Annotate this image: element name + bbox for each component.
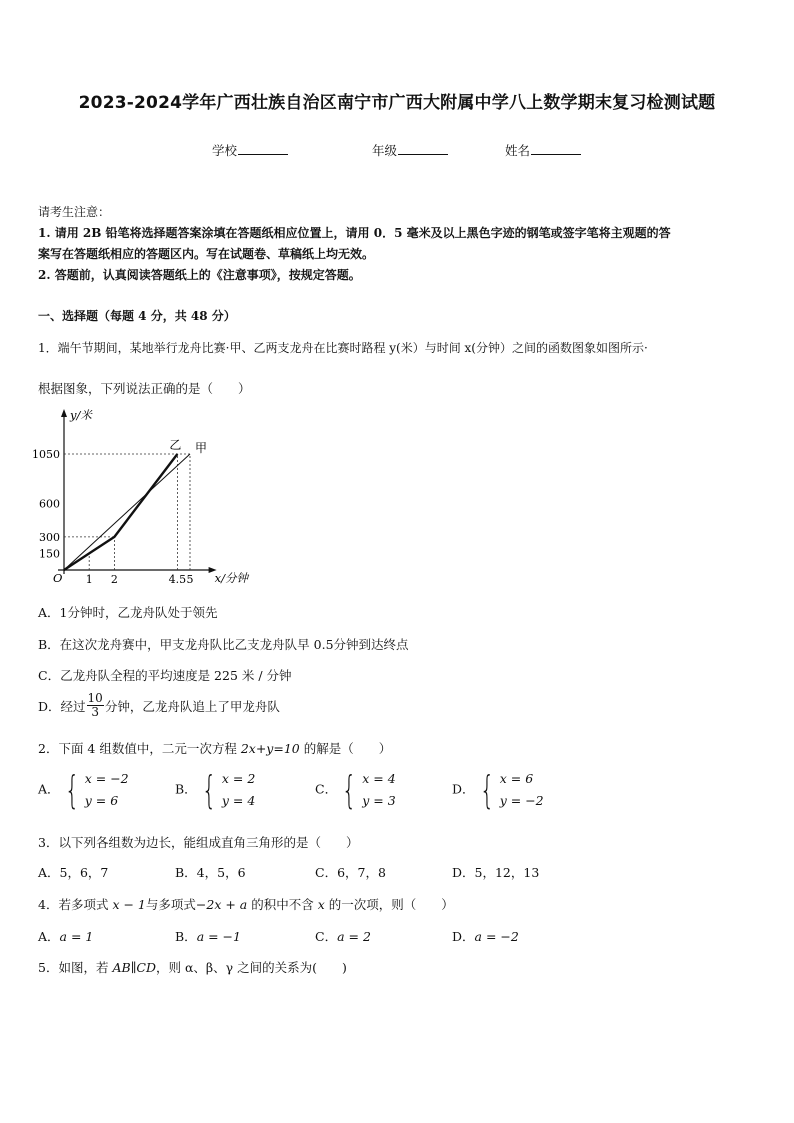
notice-line-2: 2. 答题前，认真阅读答题纸上的《注意事项》，按规定答题。: [38, 268, 361, 282]
x-axis-label: x/分钟: [214, 571, 248, 585]
q1-option-b[interactable]: B．在这次龙舟赛中，甲支龙舟队比乙支龙舟队早 0.5分钟到达终点: [38, 637, 409, 652]
q4-option-b[interactable]: B．a = −1: [175, 929, 241, 944]
page-title: 2023-2024学年广西壮族自治区南宁市广西大附属中学八上数学期末复习检测试题: [78, 93, 716, 113]
y-tick-label: 1050: [32, 447, 60, 461]
y-axis-label: y/米: [70, 408, 92, 422]
q2-option-a[interactable]: A． { x = −2 y = 6: [38, 768, 129, 812]
q1-option-c[interactable]: C．乙龙舟队全程的平均速度是 225 米 / 分钟: [38, 668, 292, 683]
q4-stem: 4．若多项式 x − 1与多项式−2x + a 的积中不含 x 的一次项，则（ ）: [38, 897, 454, 912]
x-tick-label: 4.5: [168, 573, 187, 586]
y-tick-label: 600: [39, 497, 60, 511]
school-field: 学校: [212, 141, 288, 159]
name-field: 姓名: [505, 141, 581, 159]
x-tick-label: 5: [186, 573, 194, 586]
q1-option-d[interactable]: D．经过 $\frac{10}{3}$ 分钟，乙龙舟队追上了甲龙舟队: [38, 691, 280, 719]
q3-option-c[interactable]: C．6，7，8: [315, 865, 386, 880]
name-blank[interactable]: [531, 142, 581, 155]
series-line-jia: [64, 454, 190, 570]
q4-option-a[interactable]: A．a = 1: [38, 929, 94, 944]
q2-option-b[interactable]: B． { x = 2 y = 4: [175, 768, 256, 812]
series-label-yi: 乙: [169, 437, 182, 452]
q4-option-d[interactable]: D．a = −2: [452, 929, 519, 944]
q1-option-d-fraction: $\frac{10}{3}$: [87, 691, 103, 719]
notice-line-1a: 1. 请用 2B 铅笔将选择题答案涂填在答题纸相应位置上，请用 0．5 毫米及以上黑色字迹的钢笔或签字笔将主观题的答: [38, 226, 671, 240]
section-heading: 一、选择题（每题 4 分，共 48 分）: [38, 309, 236, 323]
q1-stem-a: 1．端午节期间，某地举行龙舟比赛·甲、乙两支龙舟在比赛时路程 y(米）与时间 x(分钟）之间的函数图象如图所示·: [38, 341, 648, 355]
q2-stem: 2．下面 4 组数值中，二元一次方程 2x+y=10 的解是（ ）: [38, 741, 392, 756]
y-axis-arrow: [61, 409, 67, 417]
y-tick-label: 300: [39, 530, 60, 544]
series-line-yi: [64, 454, 177, 570]
series-label-jia: 甲: [195, 440, 208, 455]
q1-stem-b: 根据图象，下列说法正确的是（ ）: [38, 381, 251, 396]
q3-option-a[interactable]: A．5，6，7: [38, 865, 109, 880]
q1-option-a[interactable]: A．1分钟时，乙龙舟队处于领先: [38, 605, 218, 620]
origin-label: O: [53, 571, 63, 585]
notice-line-1b: 案写在答题纸相应的答题区内。写在试题卷、草稿纸上均无效。: [38, 247, 375, 261]
q4-option-c[interactable]: C．a = 2: [315, 929, 371, 944]
q3-stem: 3．以下列各组数为边长，能组成直角三角形的是（ ）: [38, 835, 359, 850]
school-blank[interactable]: [238, 142, 288, 155]
y-tick-label: 150: [39, 547, 60, 561]
x-tick-label: 1: [85, 573, 93, 586]
q2-option-c[interactable]: C． { x = 4 y = 3: [315, 768, 396, 812]
q5-stem: 5．如图，若 AB∥CD，则 α、β、γ 之间的关系为( ): [38, 960, 347, 975]
grade-blank[interactable]: [398, 142, 448, 155]
q3-option-b[interactable]: B．4，5，6: [175, 865, 246, 880]
notice-heading: 请考生注意：: [38, 205, 111, 219]
grade-field: 年级: [372, 141, 448, 159]
q2-option-d[interactable]: D． { x = 6 y = −2: [452, 768, 544, 812]
x-tick-label: 2: [110, 573, 118, 586]
q1-function-graph: [30, 405, 270, 591]
q3-option-d[interactable]: D．5，12，13: [452, 865, 540, 880]
